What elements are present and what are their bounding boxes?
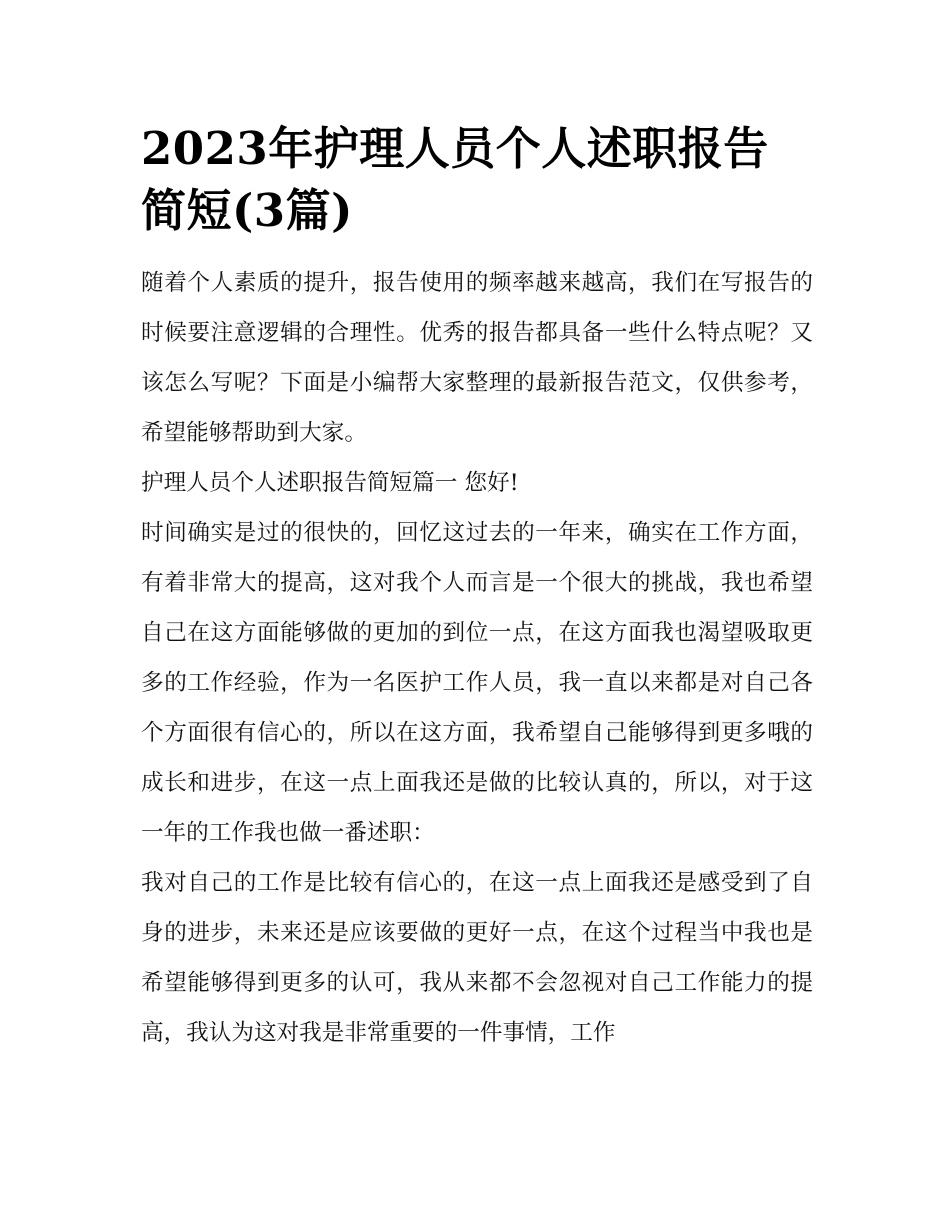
section-heading-paragraph: 护理人员个人述职报告简短篇一 您好! xyxy=(141,470,519,496)
document-title: 2023年护理人员个人述职报告简短(3篇) xyxy=(141,122,769,237)
body-paragraph-1: 时间确实是过的很快的，回忆这过去的一年来，确实在工作方面，有着非常大的提高，这对我个人而言是一个很大的挑战，我也希望自己在这方面能够做的更加的到位一点，在这方面我也渴望吸取更多的工作经验，作为一名医护工作人员，我一直以来都是对自己各个方面很有信心的，所以在这方面，我希望自己能够得到更多哦的成长和进步，在这一点上面我还是做的比较认真的，所以，对于这一年的工作我也做一番述职： xyxy=(141,520,813,846)
document-body xyxy=(141,118,813,1058)
intro-paragraph: 随着个人素质的提升，报告使用的频率越来越高，我们在写报告的时候要注意逻辑的合理性。优秀的报告都具备一些什么特点呢？又该怎么写呢？下面是小编帮大家整理的最新报告范文，仅供参考，希望能够帮助到大家。 xyxy=(141,270,813,446)
body-paragraph-2: 我对自己的工作是比较有信心的，在这一点上面我还是感受到了自身的进步，未来还是应该要做的更好一点，在这个过程当中我也是希望能够得到更多的认可，我从来都不会忽视对自己工作能力的提高，我认为这对我是非常重要的一件事情，工作 xyxy=(141,870,813,1046)
